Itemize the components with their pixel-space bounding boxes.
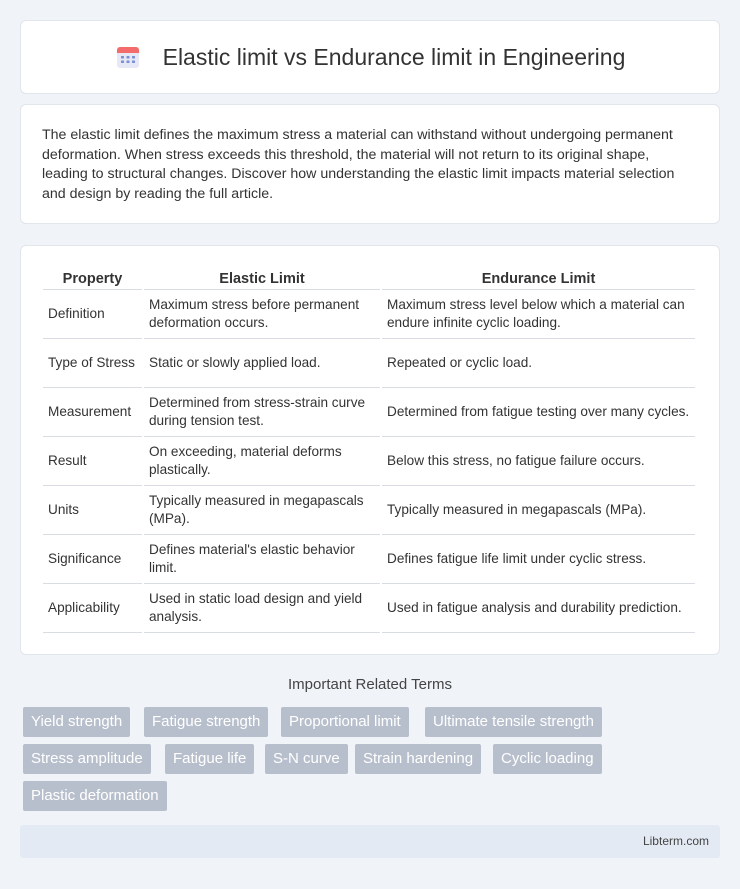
table-row bbox=[43, 339, 695, 388]
elastic-limit-cell: Maximum stress before permanent deformation occurs. bbox=[144, 290, 380, 339]
tag-fatigue-life[interactable]: Fatigue life bbox=[165, 744, 254, 774]
table-row bbox=[43, 486, 695, 535]
tag-stress-amplitude[interactable]: Stress amplitude bbox=[23, 744, 151, 774]
tag-strain-hardening[interactable]: Strain hardening bbox=[355, 744, 481, 774]
property-cell: Significance bbox=[43, 535, 142, 584]
property-cell: Type of Stress bbox=[43, 339, 142, 388]
tag-fatigue-strength[interactable]: Fatigue strength bbox=[144, 707, 268, 737]
footer bbox=[20, 825, 720, 858]
table-row bbox=[43, 584, 695, 633]
table-row bbox=[43, 535, 695, 584]
table-row bbox=[43, 437, 695, 486]
endurance-limit-cell: Used in fatigue analysis and durability prediction. bbox=[382, 584, 695, 633]
comparison-card bbox=[20, 245, 720, 655]
table-header-row bbox=[43, 266, 695, 290]
elastic-limit-cell: On exceeding, material deforms plastically. bbox=[144, 437, 380, 486]
footer-site-link[interactable]: Libterm.com bbox=[642, 834, 709, 848]
related-terms-title: Important Related Terms bbox=[288, 676, 452, 693]
elastic-limit-cell: Determined from stress-strain curve during tension test. bbox=[144, 388, 380, 437]
header-card bbox=[20, 20, 720, 94]
tag-plastic-deformation[interactable]: Plastic deformation bbox=[23, 781, 167, 811]
elastic-limit-cell: Typically measured in megapascals (MPa). bbox=[144, 486, 380, 535]
tag-s-n-curve[interactable]: S-N curve bbox=[265, 744, 348, 774]
column-header: Elastic Limit bbox=[144, 266, 380, 290]
endurance-limit-cell: Repeated or cyclic load. bbox=[382, 339, 695, 388]
endurance-limit-cell: Maximum stress level below which a material can endure infinite cyclic loading. bbox=[382, 290, 695, 339]
page-title: Elastic limit vs Endurance limit in Engineering bbox=[162, 43, 626, 70]
elastic-limit-cell: Used in static load design and yield analysis. bbox=[144, 584, 380, 633]
elastic-limit-cell: Static or slowly applied load. bbox=[144, 339, 380, 388]
comparison-table bbox=[41, 266, 697, 633]
property-cell: Result bbox=[43, 437, 142, 486]
column-header: Endurance Limit bbox=[382, 266, 695, 290]
property-cell: Applicability bbox=[43, 584, 142, 633]
endurance-limit-cell: Defines fatigue life limit under cyclic stress. bbox=[382, 535, 695, 584]
column-header: Property bbox=[43, 266, 142, 290]
property-cell: Definition bbox=[43, 290, 142, 339]
tag-yield-strength[interactable]: Yield strength bbox=[23, 707, 130, 737]
endurance-limit-cell: Below this stress, no fatigue failure occurs. bbox=[382, 437, 695, 486]
intro-text: The elastic limit defines the maximum stress a material can withstand without undergoing permanent deformation. When stress exceeds this threshold, the material will not return to its original shape, leading to structural changes. Discover how understanding the elastic limit impacts material selection and design by reading the full article. bbox=[42, 127, 675, 202]
property-cell: Measurement bbox=[43, 388, 142, 437]
table-row bbox=[43, 388, 695, 437]
intro-card bbox=[20, 104, 720, 224]
tag-cyclic-loading[interactable]: Cyclic loading bbox=[493, 744, 602, 774]
property-cell: Units bbox=[43, 486, 142, 535]
elastic-limit-cell: Defines material's elastic behavior limit. bbox=[144, 535, 380, 584]
calendar-icon bbox=[115, 44, 141, 70]
tag-proportional-limit[interactable]: Proportional limit bbox=[281, 707, 409, 737]
endurance-limit-cell: Determined from fatigue testing over many cycles. bbox=[382, 388, 695, 437]
tag-ultimate-tensile-strength[interactable]: Ultimate tensile strength bbox=[425, 707, 602, 737]
table-row bbox=[43, 290, 695, 339]
endurance-limit-cell: Typically measured in megapascals (MPa). bbox=[382, 486, 695, 535]
